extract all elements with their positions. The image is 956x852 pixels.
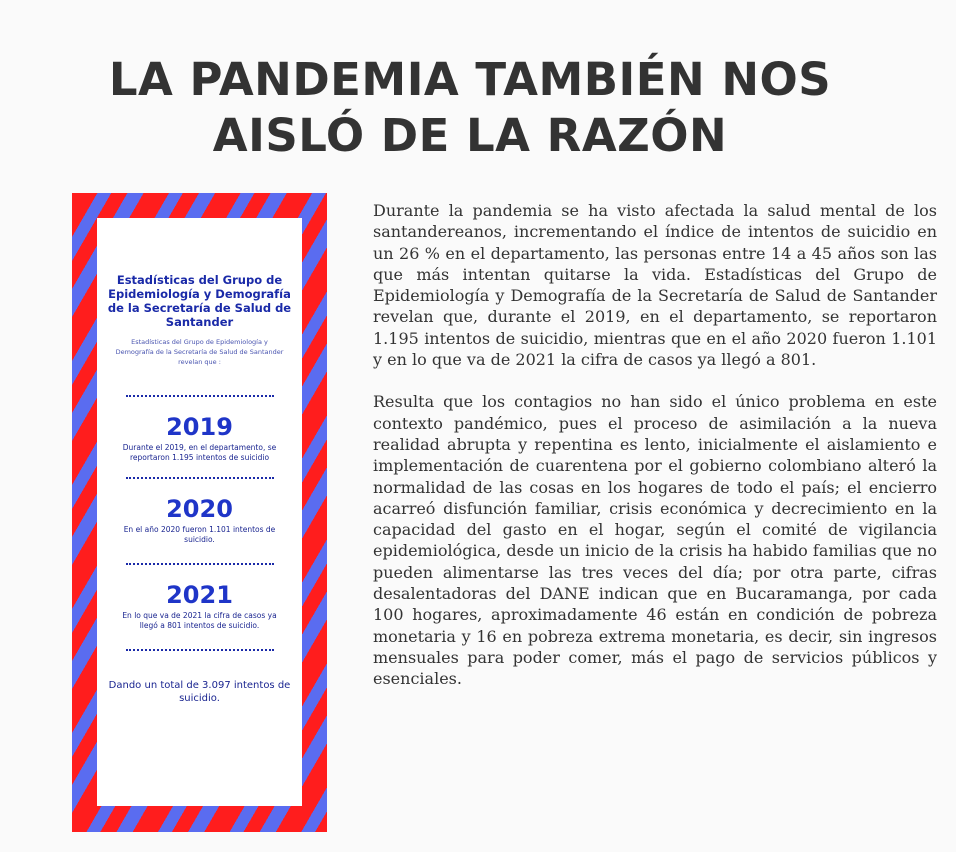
infographic-total: Dando un total de 3.097 intentos de suicidio. — [108, 680, 291, 704]
year-2020: 2020 — [166, 495, 233, 523]
infographic-subheading: Estadísticas del Grupo de Epidemiología y Demografía de la Secretaría de Salud de Santander revelan que : — [115, 338, 284, 366]
page-title — [0, 52, 940, 164]
paragraph-2: Resulta que los contagios no han sido el único problema en este contexto pandémico, pues el proceso de asimilación a la nueva realidad abrupta y repentina es lento, inicialmente el aislamiento e implementación de cuarentena por el gobierno colombiano alteró la normalidad de las cosas en los hogares de todo el país; el encierro acarreó disfunción familiar, crisis económica y decrecimiento en la capacidad del gasto en el hogar, según el comité de vigilancia epidemiológica, desde un inicio de la crisis ha habido familias que no pueden alimentarse las tres veces del día; por otra parte, cifras desalentadoras del DANE indican que en Bucaramanga, por cada 100 hogares, aproximadamente 46 están en condición de pobreza monetaria y 16 en pobreza extrema monetaria, es decir, sin ingresos mensuales para poder comer, más el pago de servicios públicos y esenciales. — [373, 392, 937, 689]
infographic-card — [97, 218, 302, 806]
year-2020-text: En el año 2020 fueron 1.101 intentos de suicidio. — [123, 525, 276, 544]
year-2021: 2021 — [166, 581, 233, 609]
year-2019: 2019 — [166, 413, 233, 441]
year-2019-text: Durante el 2019, en el departamento, se reportaron 1.195 intentos de suicidio — [122, 443, 277, 462]
title-line-1: LA PANDEMIA TAMBIÉN NOS — [108, 53, 832, 106]
article-body — [373, 200, 937, 711]
statistics-infographic — [72, 193, 327, 832]
dotted-divider — [126, 563, 274, 565]
paragraph-1: Durante la pandemia se ha visto afectada la salud mental de los santandereanos, incrementando el índice de intentos de suicidio en un 26 % en el departamento, las personas entre 14 a 45 años son las que más intentan quitarse la vida. Estadísticas del Grupo de Epidemiología y Demografía de la Secretaría de Salud de Santander revelan que, durante el 2019, en el departamento, se reportaron 1.195 intentos de suicidio, mientras que en el año 2020 fueron 1.101 y en lo que va de 2021 la cifra de casos ya llegó a 801. — [373, 201, 937, 370]
dotted-divider — [126, 477, 274, 479]
infographic-heading: Estadísticas del Grupo de Epidemiología y Demografía de la Secretaría de Salud de Santander — [107, 273, 292, 329]
dotted-divider — [126, 395, 274, 397]
dotted-divider — [126, 649, 274, 651]
year-2021-text: En lo que va de 2021 la cifra de casos ya llegó a 801 intentos de suicidio. — [122, 611, 277, 630]
title-line-2: AISLÓ DE LA RAZÓN — [212, 109, 728, 162]
